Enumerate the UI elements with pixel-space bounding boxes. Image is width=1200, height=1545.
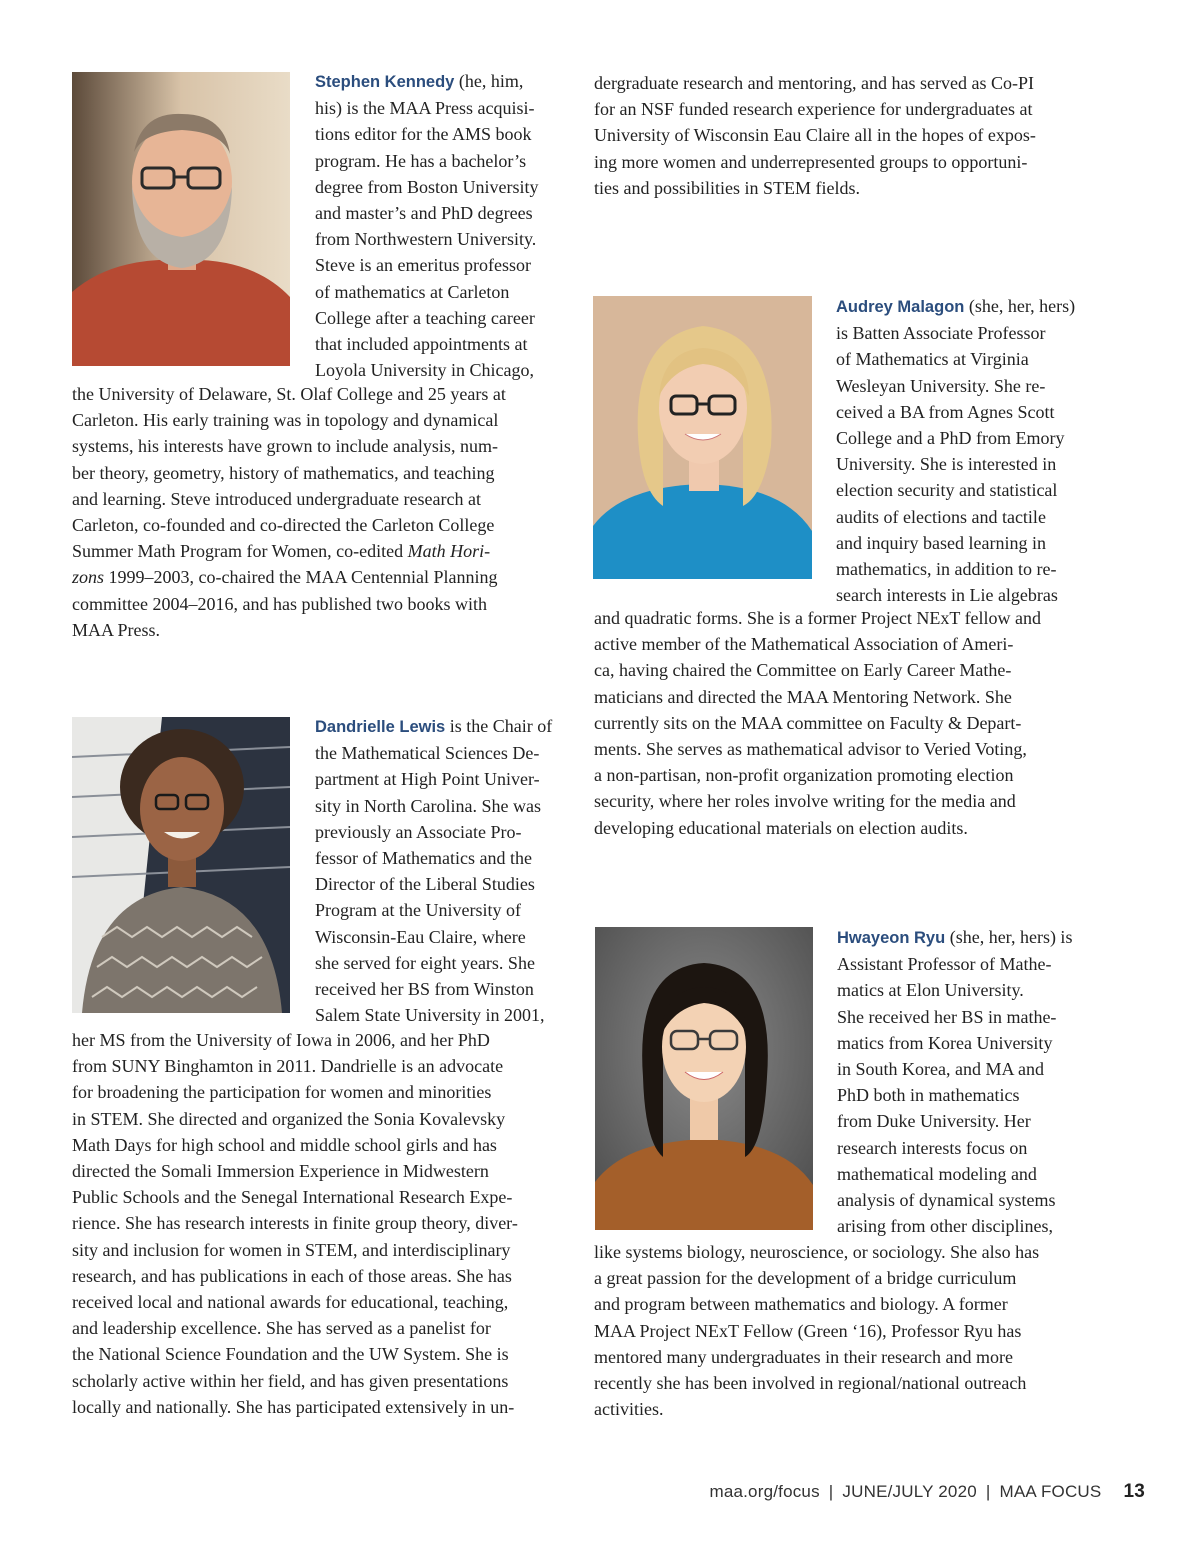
bio-ryu-full: like systems biology, neuroscience, or sociology. She also has a great passion for the development of a bridge curriculum and program between mathematics and biology. A former MAA Project NExT Fellow (Green ‘16), Professor Ryu has mentored many undergraduates in their research and more recently she has been involved in regional/national outreach activities. [594,1242,1040,1420]
bio-lewis-continued: dergraduate research and mentoring, and has served as Co-PI for an NSF funded research experience for undergraduates at University of Wisconsin Eau Claire all in the hopes of expos- ing more women and underrepresented groups to opportuni- ties and possibilities in STEM fields. [594,73,1036,198]
bio-lewis-full: her MS from the University of Iowa in 2006, and her PhD from SUNY Binghamton in 2011. Dandrielle is an advocate for broadening the participation for women and minorities in STEM. She directed and organized the Sonia Kovalevsky Math Days for high school and middle school girls and has directed the Somali Immersion Experience in Midwestern Public Schools and the Senegal International Research Expe- rience. She has research interests in finite group theory, diver- sity and inclusion for women in STEM, and interdisciplinary research, and has publications in each of those areas. She has received local and national awards for educational, teaching, and leadership excellence. She has served as a panelist for the National Science Foundation and the UW System. She is scholarly active within her field, and has given presentations locally and nationally. She has participated extensively in un- [72,1030,518,1417]
photo-hwayeon-ryu [595,927,813,1230]
bio-name: Dandrielle Lewis [315,718,446,736]
footer-separator: | [828,1482,834,1501]
bio-lewis-wrapped: Dandrielle Lewis is the Chair of the Mathematical Sciences De- partment at High Point Univer- sity in North Carolina. She was previously an Associate Pro- fessor of Mathematics and the Director of the Liberal Studies Program at the University of Wisconsin-Eau Claire, where she served for eight years. She received her BS from Winston Salem State University in 2001, [315,716,553,1026]
book-title: Math Hori- [407,541,491,562]
photo-audrey-malagon [593,296,812,579]
footer-magazine: MAA FOCUS [999,1482,1102,1501]
bio-kennedy-full: the University of Delaware, St. Olaf College and 25 years at Carleton. His early training was in topology and dynamical systems, his interests have grown to include analysis, num- ber theory, geometry, history of mathematics, and teaching and learning. Steve introduced undergraduate research at Carleton, co-founded and co-directed the Carleton College Summer Math Program for Women, co-edited Math Hori- zons 1999–2003, co-chaired the MAA Centennial Planning committee 2004–2016, and has published two books with MAA Press. [72,384,506,640]
photo-dandrielle-lewis [72,717,290,1013]
page-footer [600,1481,1145,1503]
bio-name: Stephen Kennedy [315,73,455,91]
bio-ryu-wrapped: Hwayeon Ryu (she, her, hers) is Assistant Professor of Mathe- matics at Elon University. She received her BS in mathe- matics from Korea University in South Korea, and MA and PhD both in mathematics from Duke University. Her research interests focus on mathematical modeling and analysis of dynamical systems arising from other disciplines, [837,927,1073,1237]
bio-malagon-wrapped: Audrey Malagon (she, her, hers) is Batten Associate Professor of Mathematics at Virginia Wesleyan University. She re- ceived a BA from Agnes Scott College and a PhD from Emory University. She is interested in election security and statistical audits of elections and tactile and inquiry based learning in mathematics, in addition to re- search interests in Lie algebras [836,296,1076,606]
footer-url: maa.org/focus [709,1482,820,1501]
bio-name: Audrey Malagon [836,298,965,316]
page-number: 13 [1123,1481,1145,1502]
bio-name: Hwayeon Ryu [837,929,946,947]
book-title-cont: zons [72,567,105,588]
bio-kennedy-wrapped: Stephen Kennedy (he, him, his) is the MAA Press acquisi- tions editor for the AMS book program. He has a bachelor’s degree from Boston University and master’s and PhD degrees from Northwestern University. Steve is an emeritus professor of mathematics at Carleton College after a teaching career that included appointments at Loyola University in Chicago, [315,71,539,381]
footer-issue: JUNE/JULY 2020 [842,1482,977,1501]
photo-stephen-kennedy [72,72,290,366]
bio-malagon-full: and quadratic forms. She is a former Project NExT fellow and active member of the Mathematical Association of Ameri- ca, having chaired the Committee on Early Career Mathe- maticians and directed the MAA Mentoring Network. She currently sits on the MAA committee on Faculty & Depart- ments. She serves as mathematical advisor to Veried Voting, a non-partisan, non-profit organization promoting election security, where her roles involve writing for the media and developing educational materials on election audits. [594,608,1042,838]
footer-separator: | [985,1482,991,1501]
